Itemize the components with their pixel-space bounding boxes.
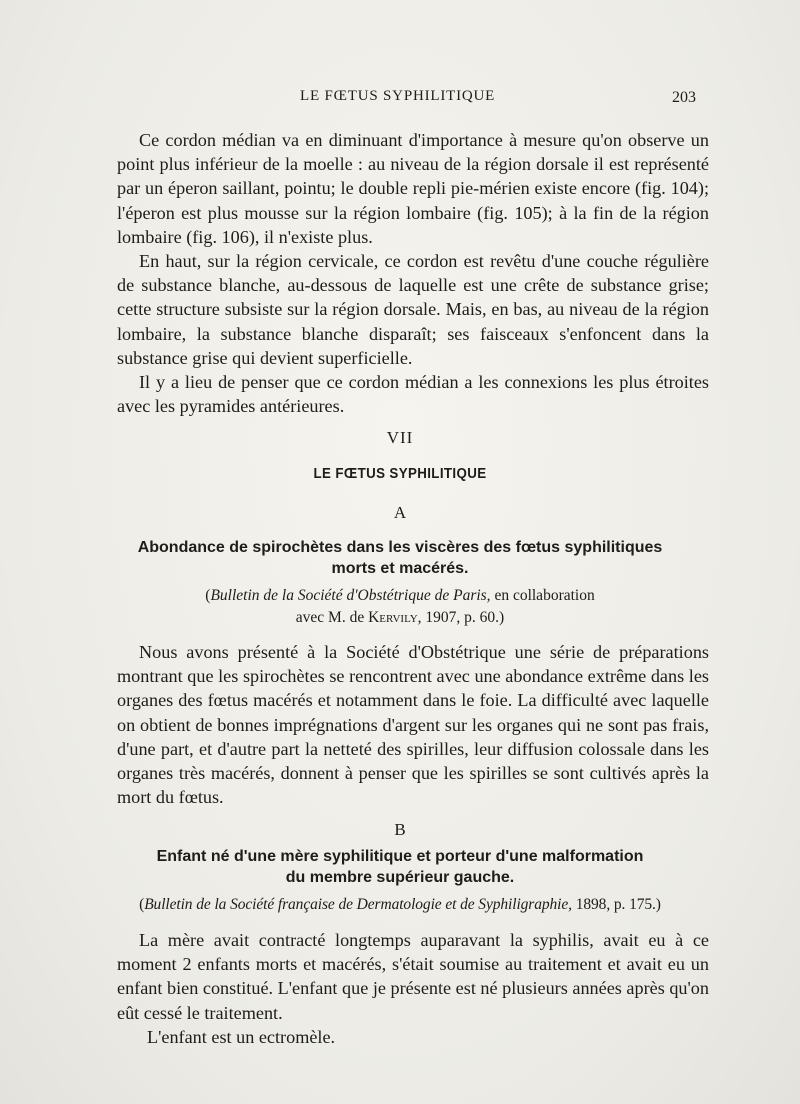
citation-b-journal: Bulletin de la Société française de Dermatologie et de Syphiligraphie, bbox=[144, 896, 572, 913]
citation-a-post: , 1907, p. 60.) bbox=[417, 609, 505, 626]
citation-a-open: ( bbox=[205, 587, 211, 604]
subsection-a-title-line2: morts et macérés. bbox=[331, 560, 469, 577]
citation-a-line2 bbox=[0, 607, 800, 629]
citation-b-rest: 1898, p. 175.) bbox=[571, 896, 661, 913]
citation-a-journal: Bulletin de la Société d'Obstétrique de Paris, bbox=[210, 587, 491, 604]
section-title: LE FŒTUS SYPHILITIQUE bbox=[313, 466, 487, 482]
subsection-b-title-line1: Enfant né d'une mère syphilitique et porteur d'une malformation bbox=[156, 848, 644, 865]
subsection-b-paragraph: La mère avait contracté longtemps auparavant la syphilis, avait eu à ce moment 2 enfants morts et macérés, s'était soumise au traitement et avait eu un enfant bien constitué. L'enfant que je présente est né plusieurs années après qu'on eût cessé le traitement. bbox=[117, 930, 709, 1023]
subsection-a-body bbox=[117, 640, 709, 809]
citation-a-pre: avec M. de bbox=[295, 609, 369, 626]
subsection-a-title-line1: Abondance de spirochètes dans les viscères des fœtus syphilitiques bbox=[137, 539, 663, 556]
citation-b-line bbox=[0, 894, 800, 916]
subsection-a-letter: A bbox=[393, 503, 407, 522]
citation-a-rest: en collaboration bbox=[490, 587, 595, 604]
subsection-a-paragraph: Nous avons présenté à la Société d'Obstétrique une série de préparations montrant que les spirochètes se rencontrent avec une abondance extrême dans les organes des fœtus macérés et notamment dans le foie. La difficulté avec laquelle on obtient de bonnes imprégnations d'argent sur les organes qui ne sont pas frais, d'une part, et d'autre part la netteté des spirilles, leur diffusion colossale dans les organes très macérés, donnent à penser que les spirilles se sont cultivés après la mort du fœtus. bbox=[117, 642, 709, 808]
running-title: LE FŒTUS SYPHILITIQUE bbox=[300, 88, 496, 104]
subsection-a-title bbox=[0, 537, 800, 579]
section-number: VII bbox=[386, 428, 414, 447]
intro-paragraph-3: Il y a lieu de penser que ce cordon médian a les connexions les plus étroites avec les pyramides antérieures. bbox=[117, 372, 709, 417]
subsection-b-title bbox=[0, 846, 800, 888]
intro-text bbox=[117, 128, 709, 418]
intro-paragraph-1: Ce cordon médian va en diminuant d'importance à mesure qu'on observe un point plus inférieur de la moelle : au niveau de la région dorsale il est représenté par un éperon saillant, pointu; le double repli pie-mérien existe encore (fig. 104); l'éperon est plus mousse sur la région lombaire (fig. 105); à la fin de la région lombaire (fig. 106), il n'existe plus. bbox=[117, 130, 709, 247]
subsection-b-last-line: L'enfant est un ectromèle. bbox=[147, 1026, 336, 1047]
page-number: 203 bbox=[672, 89, 696, 106]
citation-b-open: ( bbox=[139, 896, 145, 913]
intro-paragraph-2: En haut, sur la région cervicale, ce cordon est revêtu d'une couche régulière de substance blanche, au-dessous de laquelle est une crête de substance grise; cette structure subsiste sur la région dorsale. Mais, en bas, au niveau de la région lombaire, la substance blanche disparaît; ses faisceaux s'enfoncent dans la substance grise qui devient superficielle. bbox=[117, 251, 709, 368]
running-head bbox=[0, 88, 800, 112]
subsection-b-body bbox=[117, 928, 709, 1049]
citation-a-author: Kervily bbox=[368, 609, 418, 626]
subsection-b-letter: B bbox=[394, 820, 406, 839]
subsection-b-title-line2: du membre supérieur gauche. bbox=[285, 869, 515, 886]
subsection-a-citation bbox=[0, 585, 800, 629]
subsection-b-citation bbox=[0, 894, 800, 916]
citation-a-line1 bbox=[0, 585, 800, 607]
